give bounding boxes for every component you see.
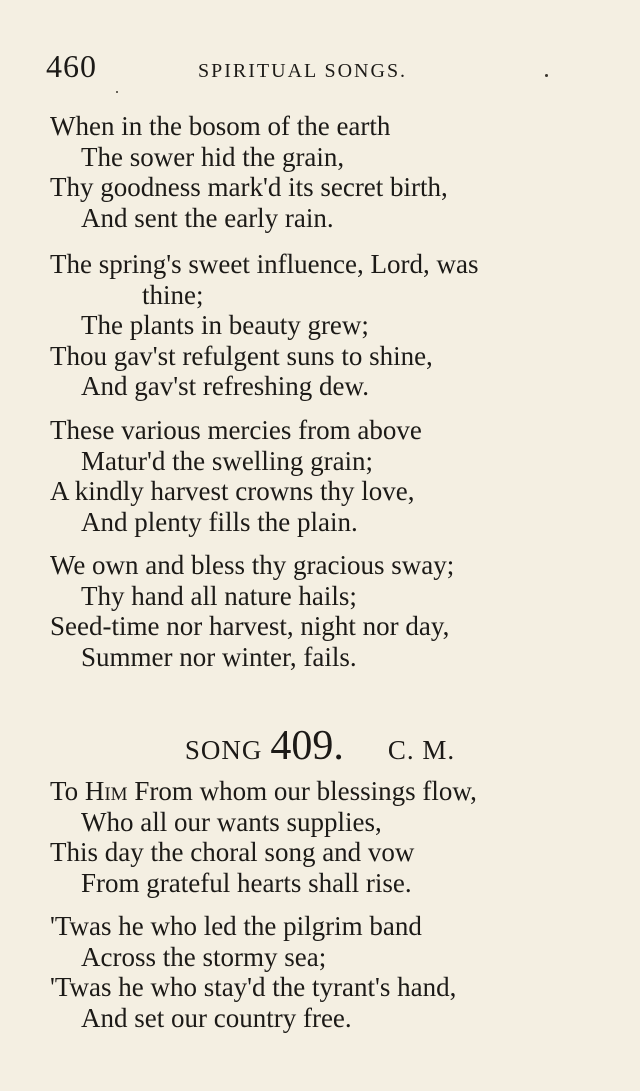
song-label: SONG bbox=[184, 735, 263, 765]
verse-line: Seed-time nor harvest, night nor day, bbox=[50, 611, 450, 641]
verse-line-prefix: To bbox=[50, 776, 79, 806]
verse-line-rest: From whom our blessings flow, bbox=[134, 776, 477, 806]
verse-line: And set our country free. bbox=[81, 1002, 352, 1033]
song-number: 409. bbox=[270, 723, 344, 769]
verse-line: Thou gav'st refulgent suns to shine, bbox=[50, 340, 433, 371]
verse-line: Thy hand all nature hails; bbox=[81, 580, 357, 611]
verse-line: And plenty fills the plain. bbox=[81, 506, 358, 537]
verse-line: These various mercies from above bbox=[50, 415, 422, 445]
song-409-stanza-1 bbox=[50, 776, 610, 898]
song-409-stanza-2 bbox=[50, 911, 610, 1033]
verse-line: Across the stormy sea; bbox=[81, 941, 327, 972]
verse-line: The plants in beauty grew; bbox=[81, 310, 369, 340]
divine-name-smallcaps: Him bbox=[84, 776, 128, 806]
stanza-2 bbox=[50, 249, 610, 402]
page-header bbox=[46, 48, 606, 88]
verse-line: The spring's sweet influence, Lord, was bbox=[50, 249, 479, 279]
verse-line: We own and bless thy gracious sway; bbox=[50, 550, 455, 580]
verse-line: Who all our wants supplies, bbox=[81, 806, 382, 837]
running-head: SPIRITUAL SONGS. bbox=[198, 60, 408, 82]
verse-line: And sent the early rain. bbox=[81, 202, 334, 233]
stanza-1 bbox=[50, 111, 610, 233]
stanza-3 bbox=[50, 415, 610, 537]
stanza-4 bbox=[50, 550, 610, 672]
ink-speck bbox=[116, 91, 118, 93]
verse-line: Matur'd the swelling grain; bbox=[81, 445, 374, 476]
verse-line: 'Twas he who stay'd the tyrant's hand, bbox=[50, 972, 457, 1002]
verse-line: And gav'st refreshing dew. bbox=[81, 371, 370, 401]
verse-line: 'Twas he who led the pilgrim band bbox=[50, 911, 422, 941]
verse-line-continuation: thine; bbox=[142, 279, 204, 310]
song-heading bbox=[0, 722, 640, 770]
verse-line: A kindly harvest crowns thy love, bbox=[50, 476, 415, 506]
verse-line: When in the bosom of the earth bbox=[50, 111, 391, 141]
verse-line: Thy goodness mark'd its secret birth, bbox=[50, 172, 448, 202]
verse-line: The sower hid the grain, bbox=[81, 141, 345, 172]
verse-line: Summer nor winter, fails. bbox=[81, 641, 357, 672]
page-number: 460 bbox=[46, 48, 97, 84]
verse-line bbox=[50, 776, 610, 807]
verse-line: This day the choral song and vow bbox=[50, 837, 415, 867]
verse-line: From grateful hearts shall rise. bbox=[81, 867, 412, 898]
ink-speck bbox=[545, 74, 548, 77]
song-meter: C. M. bbox=[387, 735, 456, 765]
